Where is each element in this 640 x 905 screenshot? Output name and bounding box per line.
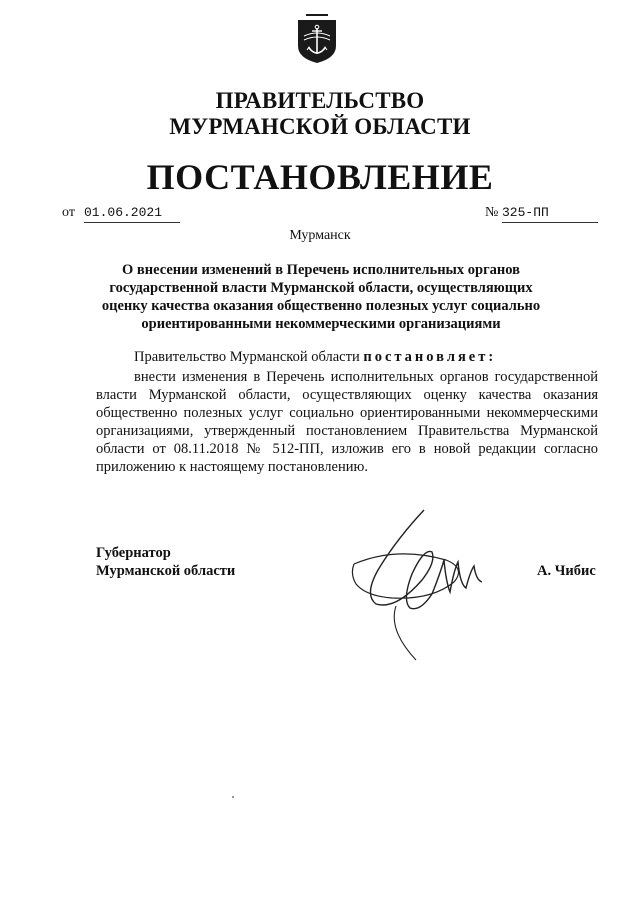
signer-title [96,544,235,580]
date-prefix: от [62,205,75,220]
preamble-text: Правительство Мурманской области [134,349,360,365]
organization-name-line1: ПРАВИТЕЛЬСТВО [215,88,425,113]
signer-title-line1: Губернатор [96,545,171,561]
handwritten-signature [336,500,506,670]
murmansk-coat-of-arms-icon [296,14,338,64]
document-number: 325-ПП [502,204,598,223]
organization-name-line2: МУРМАНСКОЙ ОБЛАСТИ [169,114,471,139]
signer-title-line2: Мурманской области [96,563,236,579]
document-subject: О внесении изменений в Перечень исполнительных органов государственной власти Мурманской области, осуществляющих оценку качества оказания общественно полезных услуг социально ориентированными некоммерческими организациями [101,262,541,332]
number-prefix: № [485,205,499,220]
decree-word: постановляет: [363,349,497,365]
document-city: Мурманск [289,228,351,243]
scan-speck [232,796,234,798]
document-type-title: ПОСТАНОВЛЕНИЕ [146,157,494,197]
signer-name: А. Чибис [537,563,596,579]
preamble [96,348,604,366]
document-date: 01.06.2021 [84,204,180,223]
decree-body: внести изменения в Перечень исполнительных органов государственной власти Мурманской области, осуществляющих оценку качества оказания общественно полезных услуг социально ориентированными некоммерческими организациями, утвержденный постановлением Правительства Мурманской области от 08.11.2018 № 512-ПП, изложив его в новой редакции согласно приложению к настоящему постановлению. [96,369,598,475]
